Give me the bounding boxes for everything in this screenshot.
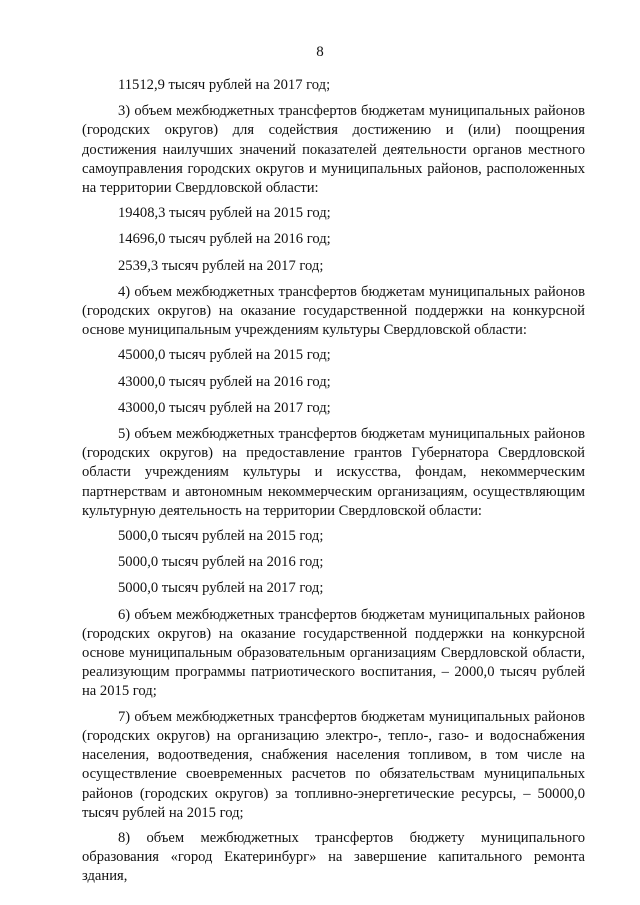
paragraph-item-7: 7) объем межбюджетных трансфертов бюджетам муниципальных районов (городских округов) на организацию электро-, тепло-, газо- и водоснабжения населения, водоотведения, снабжения населения топливом, в том числе на осуществление своевременных расчетов по обязательствам муниципальных районов (городских округов) за топливно-энергетические ресурсы, – 50000,0 тысяч рублей на 2015 год; bbox=[82, 708, 585, 821]
amount-line: 5000,0 тысяч рублей на 2017 год; bbox=[118, 580, 324, 597]
amount-line: 2539,3 тысяч рублей на 2017 год; bbox=[118, 257, 324, 274]
amount-line: 43000,0 тысяч рублей на 2017 год; bbox=[118, 399, 331, 416]
document-body bbox=[82, 76, 585, 887]
amount-line: 5000,0 тысяч рублей на 2016 год; bbox=[118, 554, 324, 571]
amount-line: 45000,0 тысяч рублей на 2015 год; bbox=[118, 347, 331, 364]
amount-line: 5000,0 тысяч рублей на 2015 год; bbox=[118, 528, 324, 545]
amount-line: 43000,0 тысяч рублей на 2016 год; bbox=[118, 373, 331, 390]
amount-line: 19408,3 тысяч рублей на 2015 год; bbox=[118, 205, 331, 222]
paragraph-item-3: 3) объем межбюджетных трансфертов бюджетам муниципальных районов (городских округов) для содействия достижению и (или) поощрения достижения наилучших значений показателей деятельности органов местного самоуправления городских округов и муниципальных районов, расположенных на территории Свердловской области: bbox=[82, 103, 585, 197]
paragraph-item-4: 4) объем межбюджетных трансфертов бюджетам муниципальных районов (городских округов) на оказание государственной поддержки на конкурсной основе муниципальным учреждениям культуры Свердловской области: bbox=[82, 283, 585, 339]
paragraph-item-5: 5) объем межбюджетных трансфертов бюджетам муниципальных районов (городских округов) на предоставление грантов Губернатора Свердловской области учреждениям культуры и искусства, фондам, некоммерческим партнерствам и автономным некоммерческим организациям, осуществляющим культурную деятельность на территории Свердловской области: bbox=[82, 426, 585, 519]
amount-line: 11512,9 тысяч рублей на 2017 год; bbox=[118, 77, 331, 93]
paragraph-item-6: 6) объем межбюджетных трансфертов бюджетам муниципальных районов (городских округов) на оказание государственной поддержки на конкурсной основе муниципальным образовательным организациям Свердловской области, реализующим программы патриотического воспитания, – 2000,0 тысяч рублей на 2015 год; bbox=[82, 606, 585, 700]
paragraph-item-8: 8) объем межбюджетных трансфертов бюджету муниципального образования «город Екатеринбург» на завершение капитального ремонта здания, bbox=[82, 829, 585, 885]
page-number: 8 bbox=[316, 44, 324, 60]
amount-line: 14696,0 тысяч рублей на 2016 год; bbox=[118, 231, 331, 248]
